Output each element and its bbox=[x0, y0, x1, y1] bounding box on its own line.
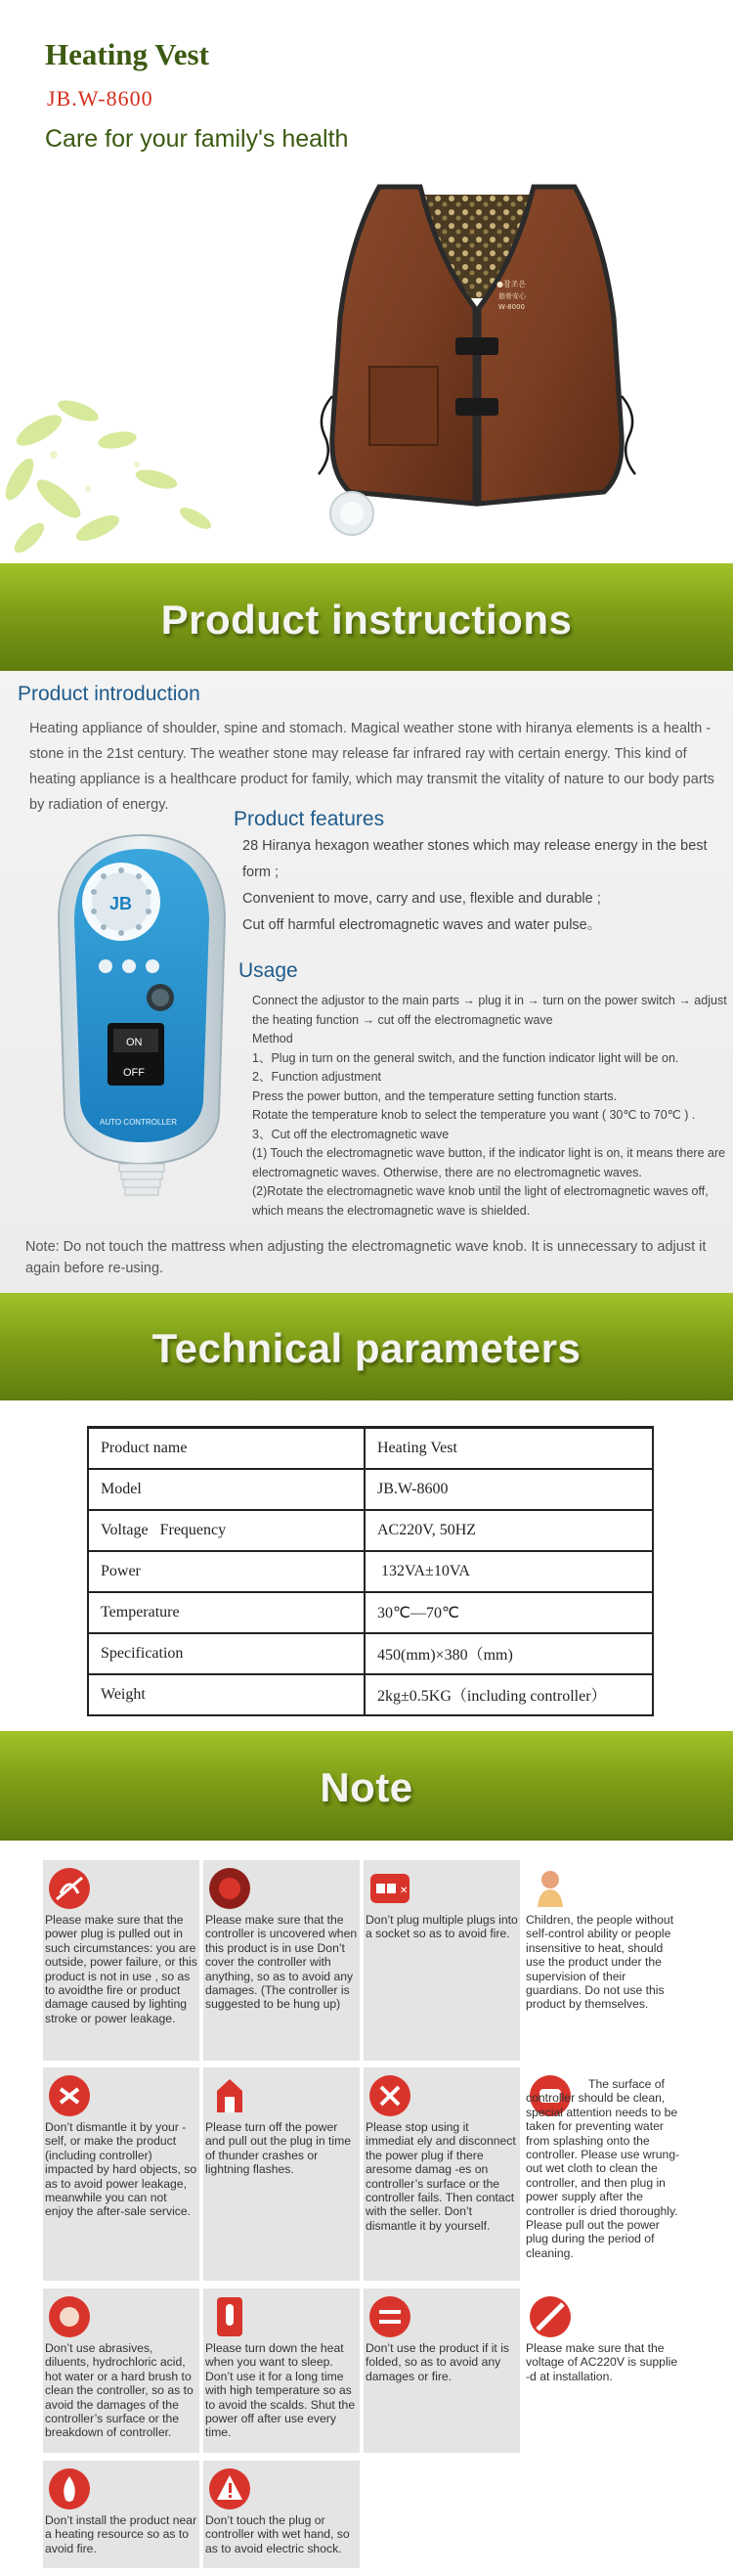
usage-heading: Usage bbox=[238, 959, 298, 982]
spec-value: 2kg±0.5KG（including controller） bbox=[365, 1674, 653, 1715]
table-row bbox=[88, 1633, 653, 1674]
note-banner-title: Note bbox=[320, 1764, 413, 1810]
usage-step: 2、Function adjustment bbox=[252, 1070, 382, 1084]
table-row bbox=[88, 1674, 653, 1715]
usage-step: Press the power button, and the temperature setting function starts. bbox=[252, 1088, 618, 1103]
fire-icon bbox=[47, 2466, 92, 2511]
table-row bbox=[88, 1469, 653, 1510]
note-text: Please turn off the power and pull out the plug in time of thunder crashes or lightning flashes. bbox=[205, 2120, 352, 2177]
note-card bbox=[43, 2461, 199, 2568]
stop-use-icon bbox=[367, 2073, 412, 2118]
spec-key: Weight bbox=[88, 1674, 365, 1715]
intro-text: Heating appliance of shoulder, spine and stomach. Magical weather stone with hiranya elements is a health -stone in the 21st century. The weather stone may release far infrared ray with certain energy. This kind of heating appliance is a healthcare product for family, which may transmit the vitality of nature to our body parts by radiation of energy. bbox=[29, 721, 714, 813]
instructions-banner-title: Product instructions bbox=[160, 597, 573, 643]
controller-off-label: OFF bbox=[123, 1067, 145, 1079]
vest-badge-line2: 筋骨安心 bbox=[498, 292, 526, 300]
controller-image bbox=[51, 831, 233, 1203]
note-text: Don’t plug multiple plugs into a socket so as to avoid fire. bbox=[366, 1913, 518, 1941]
no-multi-plug-icon bbox=[367, 1866, 412, 1911]
note-text: Don’t install the product near a heating resource so as to avoid fire. bbox=[45, 2513, 197, 2555]
spec-value: AC220V, 50HZ bbox=[365, 1510, 653, 1551]
note-text: Please make sure that the power plug is pulled out in such circumstances: you are outside, power failure, or this product is not in use , so as to avoidthe fire or product damage caused by lighting stroke or power leakage. bbox=[45, 1913, 197, 2025]
child-icon bbox=[528, 1866, 573, 1911]
controller-on-label: ON bbox=[126, 1037, 143, 1048]
note-card bbox=[364, 2288, 520, 2453]
table-row bbox=[88, 1592, 653, 1633]
note-card bbox=[203, 1860, 360, 2061]
technical-section bbox=[0, 1400, 733, 1731]
note-text: Don’t use the product if it is folded, so as to avoid any damages or fire. bbox=[366, 2341, 509, 2383]
no-water-icon bbox=[47, 1866, 92, 1911]
unplug-icon bbox=[207, 2073, 252, 2118]
note-card bbox=[43, 2288, 199, 2453]
controller-logo: JB bbox=[109, 894, 133, 913]
spec-key: Temperature bbox=[88, 1592, 365, 1633]
note-text: Please turn down the heat when you want to sleep. Don’t use it for a long time with high temperature so as to avoid the scalds. Shut the power off after use every time. bbox=[205, 2341, 356, 2440]
spec-key: Power bbox=[88, 1551, 365, 1592]
spec-value: JB.W-8600 bbox=[365, 1469, 653, 1510]
note-card bbox=[524, 2067, 680, 2281]
usage-step: 1、Plug in turn on the general switch, and the function indicator light will be on. bbox=[252, 1050, 679, 1065]
note-text: Please make sure that the voltage of AC220V is supplie -d at installation. bbox=[526, 2341, 678, 2383]
note-text: Please make sure that the controller is uncovered when this product is in use Don’t cover the controller with anything, so as to avoid any damages. (The controller is suggested to be hung up) bbox=[205, 1913, 358, 2012]
note-card bbox=[524, 1860, 680, 2061]
usage-note: Note: Do not touch the mattress when adjusting the electromagnetic wave knob. It is unnecessary to adjust it again before re-using. bbox=[25, 1239, 707, 1276]
usage-step: 3、Cut off the electromagnetic wave bbox=[252, 1127, 450, 1141]
notes-section bbox=[0, 1841, 733, 2576]
spec-key: Specification bbox=[88, 1633, 365, 1674]
svg-text:✕: ✕ bbox=[400, 1886, 409, 1896]
hero-section bbox=[0, 0, 733, 563]
temperature-down-icon bbox=[207, 2294, 252, 2339]
instructions-banner bbox=[0, 563, 733, 671]
spec-key: Model bbox=[88, 1469, 365, 1510]
controller-label: AUTO CONTROLLER bbox=[100, 1118, 177, 1127]
note-text: Don’t dismantle it by your -self, or make the product (including controller) impacted by hard objects, so as to avoid power leakage, meanwhile you can not enjoy the after-sale service. bbox=[45, 2120, 197, 2219]
note-card bbox=[524, 2288, 680, 2453]
feature-item: Convenient to move, carry and use, flexible and durable ; bbox=[242, 891, 601, 907]
feature-item: Cut off harmful electromagnetic waves and water pulse。 bbox=[242, 917, 602, 933]
note-card bbox=[203, 2461, 360, 2568]
no-dismantle-icon bbox=[47, 2073, 92, 2118]
spec-value: 132VA±10VA bbox=[365, 1551, 653, 1592]
usage-list bbox=[252, 992, 729, 1221]
no-cover-icon bbox=[207, 1866, 252, 1911]
features-list bbox=[242, 833, 729, 939]
technical-banner-title: Technical parameters bbox=[151, 1325, 582, 1371]
spec-value: 450(mm)×380（mm) bbox=[365, 1633, 653, 1674]
vest-badge-line1: ●참조은 bbox=[496, 280, 527, 289]
usage-step: Connect the adjustor to the main parts → plug it in → turn on the power switch → adjust the heating function → cut off the electromagnetic wave bbox=[252, 994, 727, 1027]
spec-table bbox=[87, 1426, 654, 1716]
shock-icon bbox=[207, 2466, 252, 2511]
no-abrasive-icon bbox=[47, 2294, 92, 2339]
technical-banner bbox=[0, 1293, 733, 1400]
product-title: Heating Vest bbox=[45, 37, 209, 71]
spec-key: Product name bbox=[88, 1428, 365, 1469]
intro-heading: Product introduction bbox=[18, 683, 200, 705]
note-card bbox=[364, 1860, 520, 2061]
note-card bbox=[43, 2067, 199, 2281]
note-card bbox=[203, 2288, 360, 2453]
product-tagline: Care for your family's health bbox=[45, 125, 349, 153]
usage-step: Method bbox=[252, 1032, 293, 1045]
features-heading: Product features bbox=[234, 808, 385, 830]
note-card bbox=[203, 2067, 360, 2281]
note-banner bbox=[0, 1731, 733, 1841]
table-row bbox=[88, 1510, 653, 1551]
spec-value: 30℃—70℃ bbox=[365, 1592, 653, 1633]
voltage-icon bbox=[528, 2294, 573, 2339]
note-text: Children, the people without self-control ability or people insensitive to heat, should use the product under the supervision of their guardians. Do not use this product by themselves. bbox=[526, 1913, 674, 2012]
usage-step: (2)Rotate the electromagnetic wave knob until the light of electromagnetic waves off, which means the electromagnetic wave is shielded. bbox=[252, 1184, 709, 1218]
note-card bbox=[364, 2067, 520, 2281]
note-text: The surface of controller should be clean, special attention needs to be taken for preventing water from splashing onto the controller. Please use wrung-out wet cloth to clean the controller, and then plug in power supply after the controller is dried thoroughly. Please pull out the power plug during the period of cleaning. bbox=[526, 2077, 680, 2260]
table-row bbox=[88, 1551, 653, 1592]
vest-badge-line3: W-8000 bbox=[498, 303, 525, 311]
product-model: JB.W-8600 bbox=[47, 86, 153, 111]
note-text: Don’t use abrasives, diluents, hydrochloric acid, hot water or a hard brush to clean the controller, so as to avoid the damages of the controller’s surface or the breakdown of controller. bbox=[45, 2341, 194, 2440]
spec-value: Heating Vest bbox=[365, 1428, 653, 1469]
note-card bbox=[43, 1860, 199, 2061]
feature-item: 28 Hiranya hexagon weather stones which may release energy in the best form ; bbox=[242, 838, 708, 880]
spec-key: Voltage Frequency bbox=[88, 1510, 365, 1551]
note-text: Don’t touch the plug or controller with wet hand, so as to avoid electric shock. bbox=[205, 2513, 350, 2555]
usage-step: (1) Touch the electromagnetic wave button, if the indicator light is on, it means there are electromagnetic waves. Otherwise, there are no electromagnetic waves. bbox=[252, 1146, 726, 1179]
leaves-decoration-icon bbox=[0, 372, 235, 563]
note-text: Please stop using it immediat ely and disconnect the power plug if there aresome damag -es on controller’s surface or the controller fails. Then contact with the seller. Don’t dismantle it by yourself. bbox=[366, 2120, 516, 2233]
heating-vest-image bbox=[311, 181, 643, 553]
usage-step: Rotate the temperature knob to select the temperature you want ( 30℃ to 70℃ ) . bbox=[252, 1108, 696, 1122]
no-fold-icon bbox=[367, 2294, 412, 2339]
instructions-section bbox=[0, 671, 733, 1293]
table-row bbox=[88, 1428, 653, 1469]
